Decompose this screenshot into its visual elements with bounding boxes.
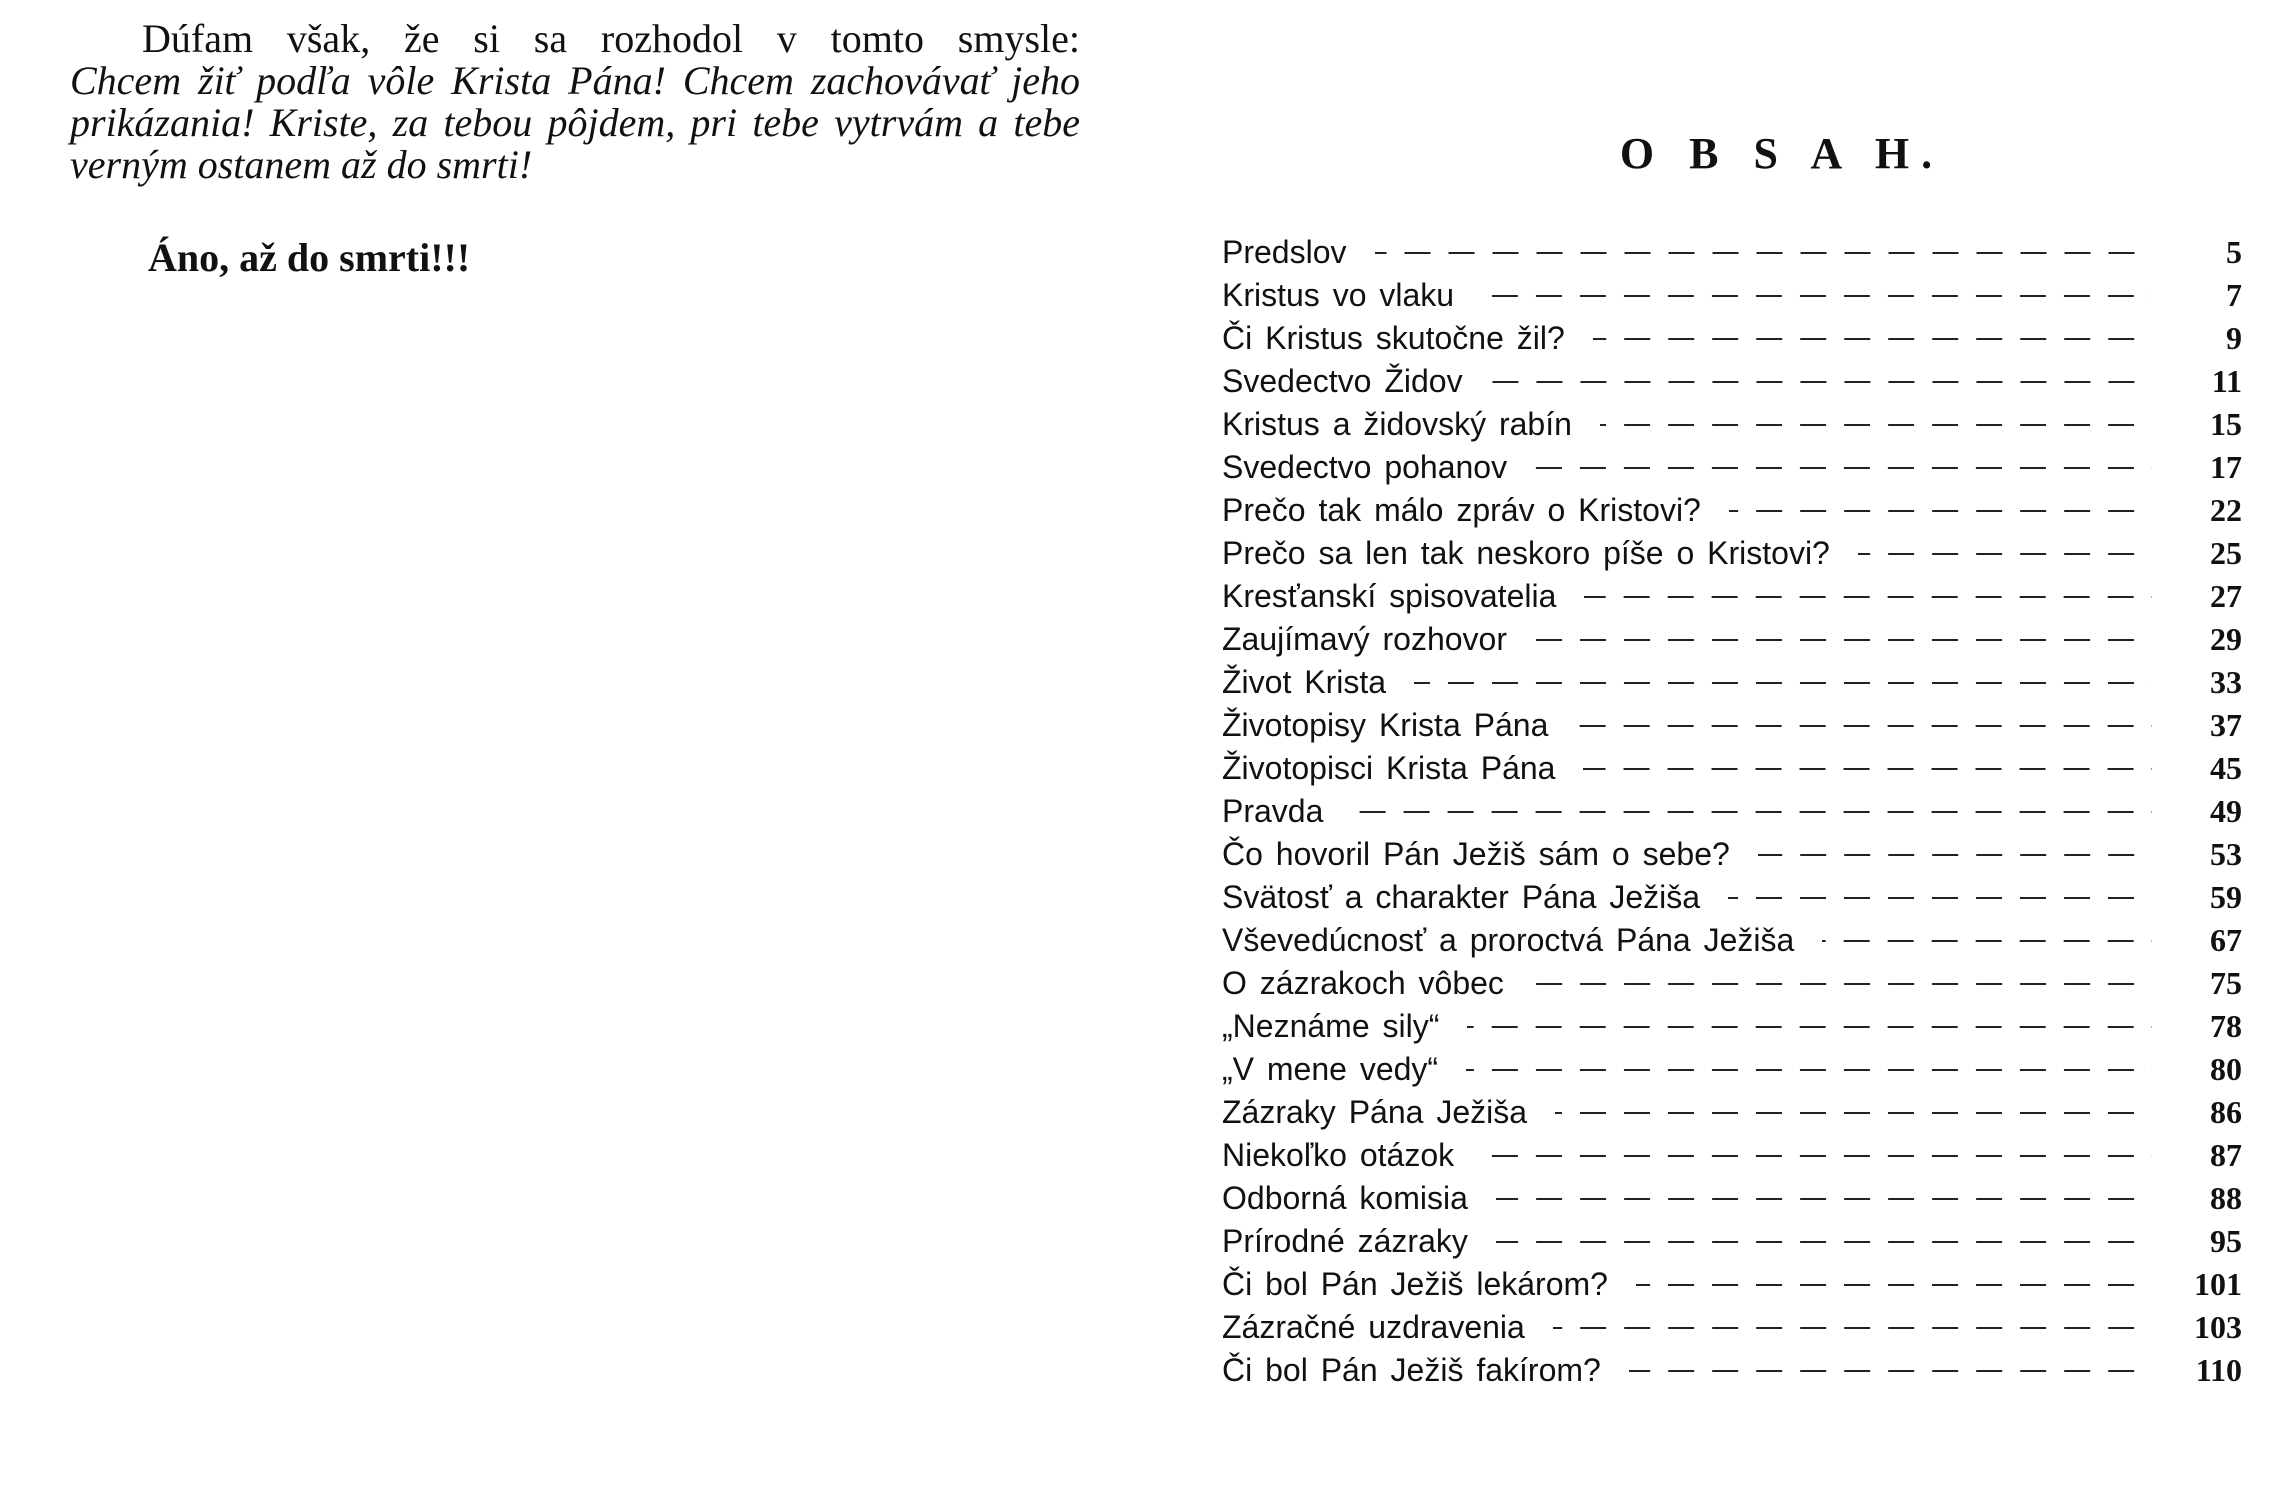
toc-leader [1728, 897, 2152, 899]
toc-entry-title: Prečo tak málo zpráv o Kristovi? [1222, 492, 1701, 528]
toc-leader [1636, 1284, 2152, 1286]
toc-page-number: 53 [2210, 836, 2242, 872]
toc-page-number: 11 [2211, 363, 2242, 399]
toc-row [1222, 1263, 2242, 1306]
toc-list [1222, 231, 2242, 1392]
toc-leader [1482, 1155, 2152, 1157]
toc-entry-title: Životopisy Krista Pána [1222, 707, 1549, 743]
toc-entry-title: Svätosť a charakter Pána Ježiša [1222, 879, 1701, 915]
toc-row [1222, 231, 2242, 274]
left-page [70, 18, 1080, 281]
toc-row [1222, 790, 2242, 833]
toc-leader [1629, 1370, 2152, 1372]
paragraph-resolve: Chcem žiť podľa vôle Krista Pána! Chcem zachovávať jeho prikázania! Kriste, za tebou pôjdem, pri tebe vytrvám a tebe verným ostanem až do smrti! [70, 58, 1080, 187]
toc-row [1222, 1220, 2242, 1263]
toc-page-number: 49 [2210, 793, 2242, 829]
toc-page-number: 15 [2210, 406, 2242, 442]
toc-row [1222, 1005, 2242, 1048]
toc-row [1222, 1306, 2242, 1349]
toc-leader [1535, 639, 2152, 641]
toc-page-number: 78 [2210, 1008, 2242, 1044]
toc-row [1222, 1048, 2242, 1091]
toc-leader [1584, 596, 2152, 598]
toc-leader [1535, 467, 2152, 469]
toc-page-number: 101 [2194, 1266, 2242, 1302]
toc-leader [1414, 682, 2152, 684]
closing-paragraph [70, 18, 1080, 186]
toc-entry-title: Či bol Pán Ježiš fakírom? [1222, 1352, 1601, 1388]
toc-entry-title: „Neznáme sily“ [1222, 1008, 1440, 1044]
toc-leader [1576, 725, 2152, 727]
toc-leader [1375, 252, 2153, 254]
toc-leader [1600, 424, 2152, 426]
toc-page-number: 103 [2194, 1309, 2242, 1345]
toc-leader [1491, 381, 2152, 383]
right-page [1222, 128, 2242, 1392]
toc-row [1222, 532, 2242, 575]
toc-page-number: 80 [2210, 1051, 2242, 1087]
toc-row [1222, 360, 2242, 403]
toc-entry-title: Zázračné uzdravenia [1222, 1309, 1525, 1345]
toc-leader [1553, 1327, 2152, 1329]
toc-entry-title: Zázraky Pána Ježiša [1222, 1094, 1528, 1130]
toc-row [1222, 317, 2242, 360]
toc-row [1222, 876, 2242, 919]
toc-page-number: 86 [2210, 1094, 2242, 1130]
toc-entry-title: Či bol Pán Ježiš lekárom? [1222, 1266, 1608, 1302]
toc-page-number: 110 [2195, 1352, 2242, 1388]
toc-row [1222, 919, 2242, 962]
toc-leader [1351, 811, 2152, 813]
toc-leader [1482, 295, 2152, 297]
toc-page-number: 29 [2210, 621, 2242, 657]
toc-page-number: 9 [2226, 320, 2242, 356]
toc-row [1222, 833, 2242, 876]
toc-leader [1593, 338, 2152, 340]
toc-row [1222, 1349, 2242, 1392]
toc-leader [1822, 940, 2152, 942]
toc-page-number: 7 [2226, 277, 2242, 313]
toc-entry-title: Prečo sa len tak neskoro píše o Kristovi? [1222, 535, 1830, 571]
toc-leader [1496, 1198, 2152, 1200]
toc-row [1222, 1091, 2242, 1134]
toc-page-number: 87 [2210, 1137, 2242, 1173]
toc-entry-title: Prírodné zázraky [1222, 1223, 1468, 1259]
toc-entry-title: Kristus a židovský rabín [1222, 406, 1572, 442]
toc-leader [1532, 983, 2152, 985]
toc-row [1222, 962, 2242, 1005]
toc-page-number: 67 [2210, 922, 2242, 958]
toc-entry-title: O zázrakoch vôbec [1222, 965, 1504, 1001]
toc-page-number: 88 [2210, 1180, 2242, 1216]
toc-leader [1858, 553, 2152, 555]
toc-entry-title: „V mene vedy“ [1222, 1051, 1439, 1087]
toc-entry-title: Predslov [1222, 234, 1347, 270]
toc-page-number: 59 [2210, 879, 2242, 915]
toc-entry-title: Odborná komisia [1222, 1180, 1468, 1216]
toc-row [1222, 575, 2242, 618]
paragraph-lead: Dúfam však, že si sa rozhodol v tomto smysle: [142, 16, 1080, 61]
toc-page-number: 75 [2210, 965, 2242, 1001]
toc-row [1222, 704, 2242, 747]
toc-entry-title: Život Krista [1222, 664, 1387, 700]
toc-leader [1729, 510, 2152, 512]
toc-entry-title: Pravda [1222, 793, 1324, 829]
toc-entry-title: Vševedúcnosť a proroctvá Pána Ježiša [1222, 922, 1795, 958]
toc-row [1222, 661, 2242, 704]
toc-page-number: 33 [2210, 664, 2242, 700]
toc-page-number: 27 [2210, 578, 2242, 614]
toc-page-number: 45 [2210, 750, 2242, 786]
toc-row [1222, 489, 2242, 532]
toc-entry-title: Kristus vo vlaku [1222, 277, 1455, 313]
toc-page-number: 37 [2210, 707, 2242, 743]
toc-leader [1496, 1241, 2152, 1243]
toc-row [1222, 1134, 2242, 1177]
toc-entry-title: Niekoľko otázok [1222, 1137, 1455, 1173]
toc-title: O B S A H. [1619, 129, 1945, 178]
toc-entry-title: Svedectvo pohanov [1222, 449, 1508, 485]
toc-row [1222, 274, 2242, 317]
toc-page-number: 95 [2210, 1223, 2242, 1259]
toc-row [1222, 618, 2242, 661]
toc-page-number: 5 [2226, 234, 2242, 270]
toc-page-number: 22 [2210, 492, 2242, 528]
toc-row [1222, 446, 2242, 489]
toc-entry-title: Svedectvo Židov [1222, 363, 1463, 399]
toc-leader [1467, 1026, 2152, 1028]
toc-page-number: 17 [2210, 449, 2242, 485]
toc-entry-title: Životopisci Krista Pána [1222, 750, 1556, 786]
toc-entry-title: Čo hovoril Pán Ježiš sám o sebe? [1222, 836, 1730, 872]
toc-entry-title: Kresťanskí spisovatelia [1222, 578, 1557, 614]
toc-leader [1583, 768, 2152, 770]
toc-row [1222, 747, 2242, 790]
toc-row [1222, 1177, 2242, 1220]
toc-entry-title: Zaujímavý rozhovor [1222, 621, 1507, 657]
toc-row [1222, 403, 2242, 446]
toc-leader [1758, 854, 2152, 856]
toc-leader [1555, 1112, 2152, 1114]
toc-entry-title: Či Kristus skutočne žil? [1222, 320, 1565, 356]
toc-leader [1466, 1069, 2152, 1071]
closing-exclamation: Áno, až do smrti!!! [148, 235, 471, 280]
toc-page-number: 25 [2210, 535, 2242, 571]
